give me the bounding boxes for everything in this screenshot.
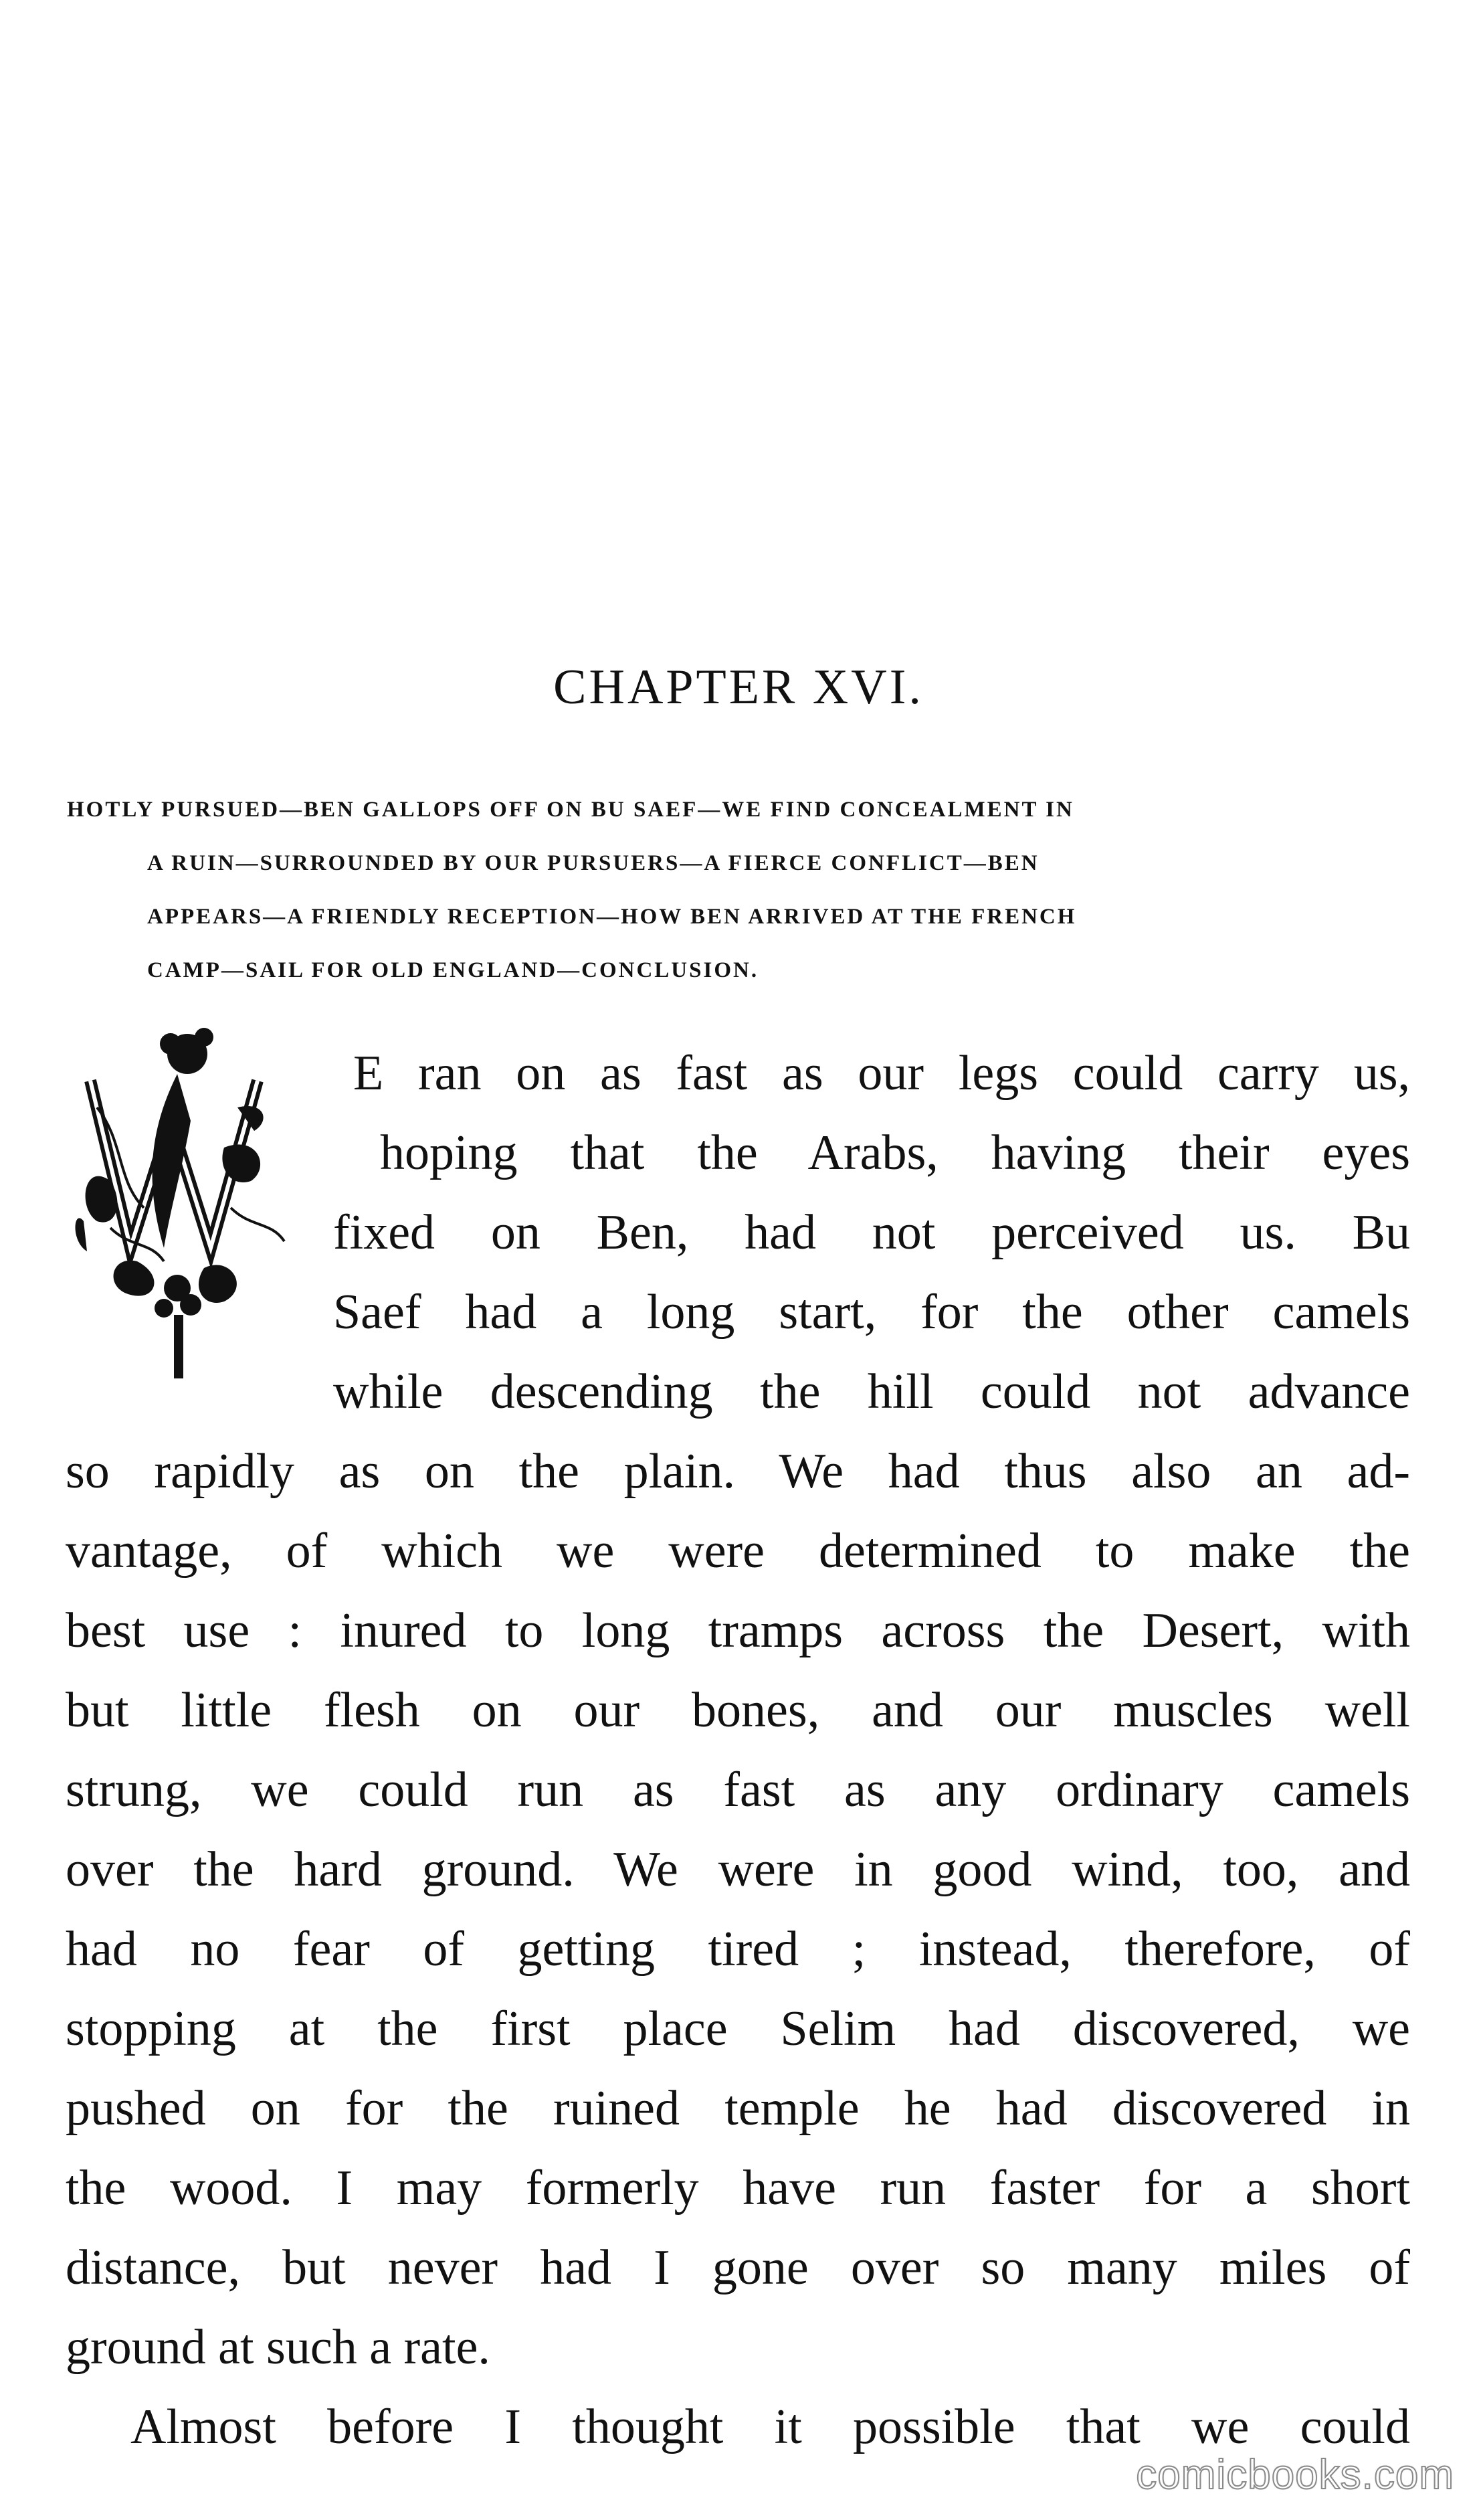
text-line: best use : inured to long tramps across the Desert, with [66,1603,1410,1658]
text-line: distance, but never had I gone over so many miles of [66,2240,1410,2295]
summary-line: CAMP—SAIL FOR OLD ENGLAND—CONCLUSION. [147,958,759,982]
summary-line: A RUIN—SURROUNDED BY OUR PURSUERS—A FIERCE CONFLICT—BEN [147,851,1040,875]
summary-line: HOTLY PURSUED—BEN GALLOPS OFF ON BU SAEF—WE FIND CONCEALMENT IN [67,798,1074,822]
summary-line: APPEARS—A FRIENDLY RECEPTION—HOW BEN ARRIVED AT THE FRENCH [147,905,1077,929]
body-text [66,1034,1410,2467]
text-line: while descending the hill could not advance [333,1364,1410,1419]
text-line: but little flesh on our bones, and our muscles well [66,1683,1410,1738]
text-line: so rapidly as on the plain. We had thus also an ad- [66,1444,1410,1499]
text-line: E ran on as fast as our legs could carry us, [353,1046,1410,1101]
text-line: Saef had a long start, for the other camels [333,1285,1410,1340]
text-line: strung, we could run as fast as any ordinary camels [66,1763,1410,1817]
text-line: pushed on for the ruined temple he had discovered in [66,2081,1410,2136]
text-line: the wood. I may formerly have run faster for a short [66,2161,1410,2216]
text-line: ground at such a rate. [66,2320,490,2375]
text-line: Almost before I thought it possible that we could [130,2400,1410,2454]
text-line: fixed on Ben, had not perceived us. Bu [333,1205,1410,1260]
text-line: had no fear of getting tired ; instead, therefore, of [66,1922,1410,1977]
text-line: hoping that the Arabs, having their eyes [380,1126,1410,1180]
text-line: over the hard ground. We were in good wind, too, and [66,1842,1410,1897]
chapter-title: CHAPTER XVI. [553,660,924,715]
chapter-summary [67,783,1411,997]
text-line: vantage, of which we were determined to make the [66,1524,1410,1579]
text-line: stopping at the first place Selim had discovered, we [66,2001,1410,2056]
watermark: comicbooks.com [1136,2452,1454,2498]
